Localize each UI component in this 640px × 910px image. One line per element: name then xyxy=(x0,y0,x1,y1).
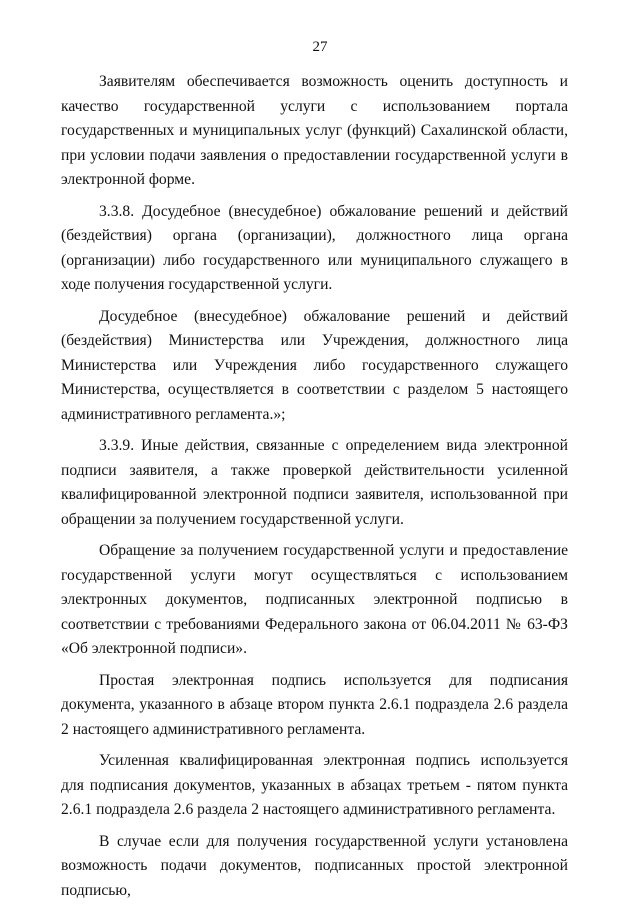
paragraph-portal-quality: Заявителям обеспечивается возможность оценить доступность и качество государственной услуги с использованием портала государственных и муниципальных услуг (функций) Сахалинской области, при условии подачи заявления о предоставлении государственной услуги в электронной форме. xyxy=(61,73,568,188)
paragraph-simple-signature-case: В случае если для получения государственной услуги установлена возможность подачи документов, подписанных простой электронной подписью, xyxy=(61,832,568,899)
paragraph-pretrial-appeal: Досудебное (внесудебное) обжалование решений и действий (бездействия) Министерства или Учреждения, должностного лица Министерства или Учреждения либо государственного служащего Министерства, осуществляется в соответствии с разделом 5 настоящего административного регламента.»; xyxy=(61,307,568,423)
paragraph-3-3-9: 3.3.9. Иные действия, связанные с определением вида электронной подписи заявителя, а также проверкой действительности усиленной квалифицированной электронной подписи заявителя, использованной при обращении за получением государственной услуги. xyxy=(61,437,568,528)
paragraph-electronic-documents: Обращение за получением государственной услуги и предоставление государственной услуги могут осуществляться с использованием электронных документов, подписанных электронной подписью в соответствии с требованиями Федерального закона от 06.04.2011 № 63-ФЗ «Об электронной подписи». xyxy=(61,542,568,657)
paragraph-qualified-signature: Усиленная квалифицированная электронная подпись используется для подписания документов, указанных в абзацах третьем - пятом пункта 2.6.1 подраздела 2.6 раздела 2 настоящего административного регламента. xyxy=(61,752,568,818)
page-number: 27 xyxy=(312,39,328,55)
document-body xyxy=(61,70,568,910)
paragraph-3-3-8: 3.3.8. Досудебное (внесудебное) обжалование решений и действий (бездействия) органа (организации), должностного лица органа (организации) либо государственного или муниципального служащего в ходе получения государственной услуги. xyxy=(61,202,568,293)
paragraph-simple-signature: Простая электронная подпись используется для подписания документа, указанного в абзаце втором пункта 2.6.1 подраздела 2.6 раздела 2 настоящего административного регламента. xyxy=(61,671,568,738)
